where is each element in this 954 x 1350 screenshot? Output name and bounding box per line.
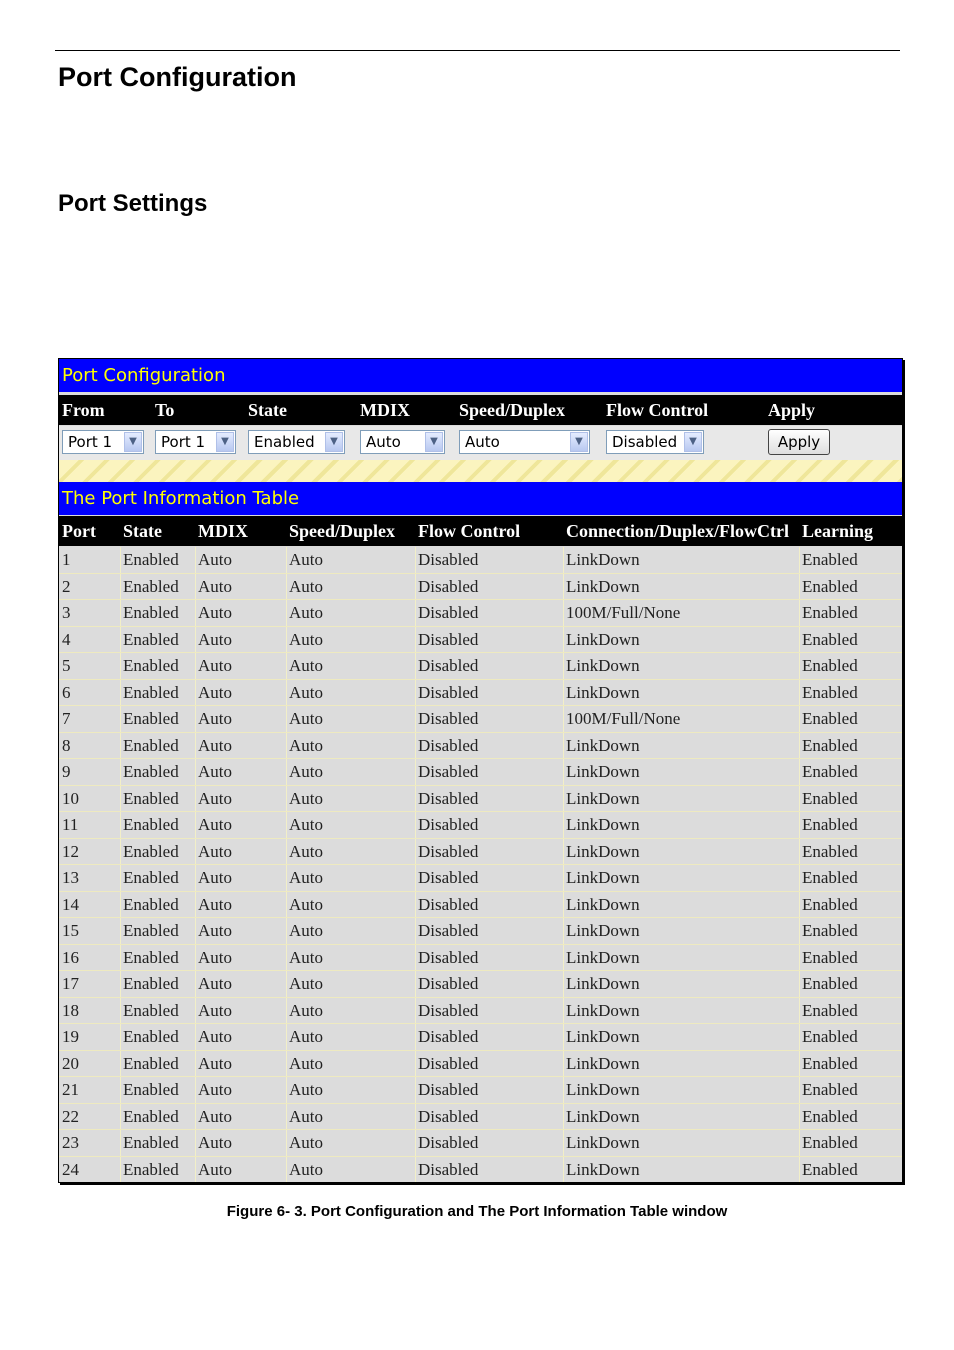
cell-speed-duplex: Auto <box>289 682 323 702</box>
table-row <box>59 1157 902 1184</box>
cell-flow-control: Disabled <box>418 841 479 861</box>
cell-flow-control: Disabled <box>418 974 479 993</box>
cell-speed-duplex: Auto <box>289 1053 323 1073</box>
cell-connection: LinkDown <box>566 841 640 861</box>
cell-flow-control: Disabled <box>418 815 479 834</box>
cell-state: Enabled <box>123 947 179 967</box>
info-table-header-row <box>59 516 902 546</box>
cell-learning: Enabled <box>802 1080 858 1099</box>
cell-mdix: Auto <box>198 1000 232 1020</box>
table-row <box>59 892 902 919</box>
cell-connection: LinkDown <box>566 947 640 967</box>
cell-state: Enabled <box>123 1159 179 1179</box>
cell-port: 3 <box>62 603 71 622</box>
cell-connection: LinkDown <box>566 788 640 808</box>
cell-flow-control: Disabled <box>418 762 479 781</box>
cell-state: Enabled <box>123 682 179 702</box>
cell-speed-duplex: Auto <box>289 735 323 755</box>
chevron-down-icon[interactable]: ▼ <box>216 432 234 452</box>
cell-mdix: Auto <box>198 815 232 834</box>
cell-state: Enabled <box>123 550 179 569</box>
cell-learning: Enabled <box>802 1133 858 1152</box>
cell-mdix: Auto <box>198 788 232 808</box>
cell-speed-duplex: Auto <box>289 629 323 649</box>
table-row <box>59 971 902 998</box>
header-speed-duplex: Speed/Duplex <box>459 400 566 420</box>
cell-port: 11 <box>62 815 79 834</box>
cell-connection: LinkDown <box>566 1027 640 1046</box>
cell-flow-control: Disabled <box>418 1133 479 1152</box>
cell-port: 23 <box>62 1133 79 1152</box>
table-row <box>59 574 902 601</box>
cell-learning: Enabled <box>802 762 858 781</box>
port-config-window <box>58 358 903 1183</box>
config-title-bar: Port Configuration <box>59 359 902 392</box>
table-row <box>59 759 902 786</box>
cell-speed-duplex: Auto <box>289 550 323 569</box>
cell-port: 7 <box>62 709 71 728</box>
cell-flow-control: Disabled <box>418 550 479 569</box>
cell-port: 9 <box>62 762 71 781</box>
cell-port: 17 <box>62 974 79 993</box>
cell-flow-control: Disabled <box>418 576 479 596</box>
cell-flow-control: Disabled <box>418 709 479 728</box>
table-row <box>59 945 902 972</box>
cell-flow-control: Disabled <box>418 1159 479 1179</box>
cell-learning: Enabled <box>802 788 858 808</box>
cell-speed-duplex: Auto <box>289 815 323 834</box>
cell-learning: Enabled <box>802 576 858 596</box>
cell-flow-control: Disabled <box>418 656 479 675</box>
flow-control-value: Disabled <box>612 433 678 451</box>
cell-port: 19 <box>62 1027 79 1046</box>
header-speed-duplex: Speed/Duplex <box>289 521 396 541</box>
cell-mdix: Auto <box>198 1159 232 1179</box>
cell-connection: LinkDown <box>566 656 640 675</box>
cell-learning: Enabled <box>802 550 858 569</box>
decorative-pattern-strip <box>59 460 902 482</box>
figure-caption: Figure 6- 3. Port Configuration and The Port Information Table window <box>226 1203 728 1220</box>
cell-flow-control: Disabled <box>418 1106 479 1126</box>
flow-control-select[interactable] <box>606 430 704 454</box>
mdix-select[interactable] <box>360 430 445 454</box>
cell-port: 12 <box>62 841 79 861</box>
cell-learning: Enabled <box>802 974 858 993</box>
cell-learning: Enabled <box>802 709 858 728</box>
cell-learning: Enabled <box>802 815 858 834</box>
chevron-down-icon[interactable]: ▼ <box>325 432 343 452</box>
cell-state: Enabled <box>123 629 179 649</box>
cell-learning: Enabled <box>802 868 858 887</box>
from-port-select[interactable] <box>62 430 144 454</box>
cell-flow-control: Disabled <box>418 921 479 940</box>
cell-flow-control: Disabled <box>418 1080 479 1099</box>
cell-mdix: Auto <box>198 1053 232 1073</box>
cell-connection: LinkDown <box>566 815 640 834</box>
cell-flow-control: Disabled <box>418 1027 479 1046</box>
cell-port: 22 <box>62 1106 79 1126</box>
cell-state: Enabled <box>123 974 179 993</box>
cell-mdix: Auto <box>198 921 232 940</box>
cell-speed-duplex: Auto <box>289 1159 323 1179</box>
header-connection: Connection/Duplex/FlowCtrl <box>566 521 789 541</box>
cell-flow-control: Disabled <box>418 682 479 702</box>
cell-learning: Enabled <box>802 735 858 755</box>
cell-mdix: Auto <box>198 603 232 622</box>
table-row <box>59 812 902 839</box>
cell-port: 2 <box>62 576 71 596</box>
cell-learning: Enabled <box>802 629 858 649</box>
state-select[interactable] <box>248 430 345 454</box>
cell-port: 5 <box>62 656 71 675</box>
cell-speed-duplex: Auto <box>289 921 323 940</box>
cell-connection: LinkDown <box>566 629 640 649</box>
cell-flow-control: Disabled <box>418 735 479 755</box>
cell-connection: LinkDown <box>566 921 640 940</box>
cell-mdix: Auto <box>198 1027 232 1046</box>
cell-state: Enabled <box>123 709 179 728</box>
speed-duplex-select[interactable] <box>459 430 590 454</box>
cell-connection: LinkDown <box>566 550 640 569</box>
cell-learning: Enabled <box>802 682 858 702</box>
apply-button[interactable]: Apply <box>768 429 830 455</box>
chevron-down-icon[interactable]: ▼ <box>425 432 443 452</box>
cell-mdix: Auto <box>198 1133 232 1152</box>
cell-connection: LinkDown <box>566 894 640 914</box>
cell-speed-duplex: Auto <box>289 603 323 622</box>
cell-state: Enabled <box>123 576 179 596</box>
cell-speed-duplex: Auto <box>289 762 323 781</box>
header-mdix: MDIX <box>198 521 248 541</box>
header-flow-control: Flow Control <box>606 400 709 420</box>
cell-learning: Enabled <box>802 603 858 622</box>
cell-state: Enabled <box>123 815 179 834</box>
mdix-value: Auto <box>366 433 401 451</box>
cell-learning: Enabled <box>802 841 858 861</box>
section-title: Port Settings <box>58 190 208 217</box>
cell-speed-duplex: Auto <box>289 1000 323 1020</box>
table-row <box>59 600 902 627</box>
cell-speed-duplex: Auto <box>289 841 323 861</box>
cell-connection: LinkDown <box>566 868 640 887</box>
cell-speed-duplex: Auto <box>289 1133 323 1152</box>
table-row <box>59 547 902 574</box>
cell-connection: LinkDown <box>566 1000 640 1020</box>
cell-port: 10 <box>62 788 79 808</box>
cell-connection: LinkDown <box>566 682 640 702</box>
cell-state: Enabled <box>123 894 179 914</box>
cell-mdix: Auto <box>198 841 232 861</box>
cell-state: Enabled <box>123 762 179 781</box>
header-state: State <box>123 521 162 541</box>
table-row <box>59 680 902 707</box>
table-row <box>59 786 902 813</box>
page-title: Port Configuration <box>58 62 297 92</box>
cell-port: 14 <box>62 894 79 914</box>
cell-learning: Enabled <box>802 947 858 967</box>
cell-mdix: Auto <box>198 629 232 649</box>
cell-port: 4 <box>62 629 71 649</box>
cell-learning: Enabled <box>802 1000 858 1020</box>
cell-speed-duplex: Auto <box>289 1027 323 1046</box>
cell-port: 24 <box>62 1159 79 1179</box>
cell-learning: Enabled <box>802 921 858 940</box>
table-row <box>59 998 902 1025</box>
speed-duplex-value: Auto <box>465 433 500 451</box>
cell-mdix: Auto <box>198 762 232 781</box>
cell-state: Enabled <box>123 1133 179 1152</box>
cell-connection: LinkDown <box>566 1053 640 1073</box>
cell-connection: 100M/Full/None <box>566 709 681 728</box>
cell-connection: LinkDown <box>566 1159 640 1179</box>
info-table-title-bar: The Port Information Table <box>59 482 902 515</box>
cell-flow-control: Disabled <box>418 603 479 622</box>
cell-state: Enabled <box>123 656 179 675</box>
header-flow-control: Flow Control <box>418 521 521 541</box>
cell-connection: LinkDown <box>566 974 640 993</box>
cell-connection: LinkDown <box>566 1106 640 1126</box>
cell-mdix: Auto <box>198 709 232 728</box>
cell-state: Enabled <box>123 735 179 755</box>
table-row <box>59 706 902 733</box>
config-control-row <box>59 426 902 460</box>
cell-state: Enabled <box>123 1000 179 1020</box>
table-row <box>59 627 902 654</box>
cell-flow-control: Disabled <box>418 629 479 649</box>
cell-mdix: Auto <box>198 1106 232 1126</box>
cell-port: 20 <box>62 1053 79 1073</box>
chevron-down-icon[interactable]: ▼ <box>124 432 142 452</box>
cell-connection: LinkDown <box>566 576 640 596</box>
table-row <box>59 653 902 680</box>
cell-mdix: Auto <box>198 550 232 569</box>
cell-mdix: Auto <box>198 974 232 993</box>
table-row <box>59 1077 902 1104</box>
table-row <box>59 1051 902 1078</box>
cell-speed-duplex: Auto <box>289 894 323 914</box>
cell-flow-control: Disabled <box>418 868 479 887</box>
cell-state: Enabled <box>123 1080 179 1099</box>
table-row <box>59 865 902 892</box>
cell-state: Enabled <box>123 1053 179 1073</box>
table-row <box>59 918 902 945</box>
cell-connection: LinkDown <box>566 1080 640 1099</box>
cell-connection: LinkDown <box>566 1133 640 1152</box>
cell-state: Enabled <box>123 921 179 940</box>
cell-flow-control: Disabled <box>418 947 479 967</box>
header-from: From <box>62 400 105 420</box>
cell-port: 6 <box>62 682 71 702</box>
cell-learning: Enabled <box>802 894 858 914</box>
cell-connection: 100M/Full/None <box>566 603 681 622</box>
from-port-value: Port 1 <box>68 433 113 451</box>
to-port-select[interactable] <box>155 430 236 454</box>
cell-port: 21 <box>62 1080 79 1099</box>
cell-port: 18 <box>62 1000 79 1020</box>
cell-flow-control: Disabled <box>418 1000 479 1020</box>
cell-learning: Enabled <box>802 1106 858 1126</box>
cell-flow-control: Disabled <box>418 788 479 808</box>
top-rule <box>55 50 900 51</box>
cell-state: Enabled <box>123 1106 179 1126</box>
cell-mdix: Auto <box>198 656 232 675</box>
cell-flow-control: Disabled <box>418 894 479 914</box>
header-learning: Learning <box>802 521 874 541</box>
cell-state: Enabled <box>123 603 179 622</box>
cell-port: 13 <box>62 868 79 887</box>
cell-state: Enabled <box>123 841 179 861</box>
cell-speed-duplex: Auto <box>289 1106 323 1126</box>
cell-speed-duplex: Auto <box>289 1080 323 1099</box>
cell-speed-duplex: Auto <box>289 947 323 967</box>
header-port: Port <box>62 521 96 541</box>
cell-speed-duplex: Auto <box>289 656 323 675</box>
cell-mdix: Auto <box>198 576 232 596</box>
table-row <box>59 1130 902 1157</box>
cell-speed-duplex: Auto <box>289 576 323 596</box>
cell-state: Enabled <box>123 1027 179 1046</box>
state-value: Enabled <box>254 433 315 451</box>
cell-mdix: Auto <box>198 868 232 887</box>
cell-speed-duplex: Auto <box>289 709 323 728</box>
header-mdix: MDIX <box>360 400 410 420</box>
table-row <box>59 1104 902 1131</box>
table-row <box>59 1024 902 1051</box>
cell-learning: Enabled <box>802 1053 858 1073</box>
cell-learning: Enabled <box>802 1159 858 1179</box>
cell-learning: Enabled <box>802 1027 858 1046</box>
cell-state: Enabled <box>123 868 179 887</box>
header-state: State <box>248 400 287 420</box>
cell-speed-duplex: Auto <box>289 788 323 808</box>
table-row <box>59 733 902 760</box>
cell-mdix: Auto <box>198 1080 232 1099</box>
cell-speed-duplex: Auto <box>289 868 323 887</box>
table-row <box>59 839 902 866</box>
cell-mdix: Auto <box>198 894 232 914</box>
chevron-down-icon[interactable]: ▼ <box>570 432 588 452</box>
cell-mdix: Auto <box>198 947 232 967</box>
cell-port: 8 <box>62 735 71 755</box>
cell-flow-control: Disabled <box>418 1053 479 1073</box>
cell-connection: LinkDown <box>566 762 640 781</box>
cell-port: 15 <box>62 921 79 940</box>
cell-connection: LinkDown <box>566 735 640 755</box>
header-apply: Apply <box>768 400 816 420</box>
cell-speed-duplex: Auto <box>289 974 323 993</box>
cell-mdix: Auto <box>198 735 232 755</box>
cell-learning: Enabled <box>802 656 858 675</box>
header-to: To <box>155 400 175 420</box>
cell-mdix: Auto <box>198 682 232 702</box>
port-info-table-body <box>59 547 902 1183</box>
cell-port: 16 <box>62 947 79 967</box>
chevron-down-icon[interactable]: ▼ <box>684 432 702 452</box>
config-header-row <box>59 395 902 425</box>
cell-state: Enabled <box>123 788 179 808</box>
to-port-value: Port 1 <box>161 433 206 451</box>
cell-port: 1 <box>62 550 71 569</box>
